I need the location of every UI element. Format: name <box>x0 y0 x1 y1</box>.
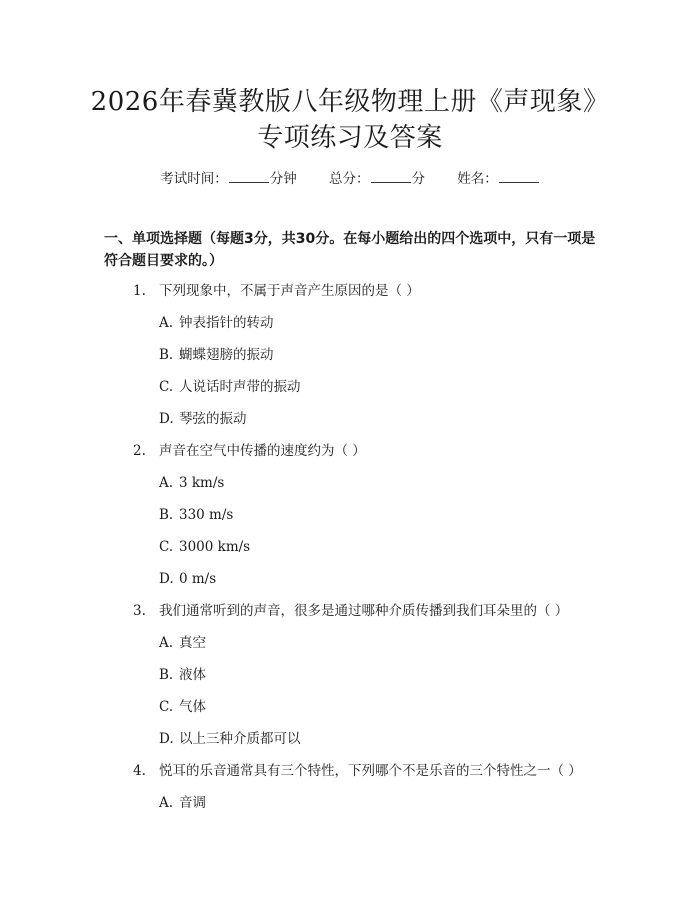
option-text: 人说话时声带的振动 <box>179 379 301 395</box>
exam-time-field <box>160 168 297 189</box>
question-2-option-a <box>159 473 224 493</box>
option-text: 气体 <box>179 699 206 715</box>
option-letter: B. <box>159 507 174 523</box>
option-letter: A. <box>159 795 174 811</box>
question-number: 2. <box>133 443 146 459</box>
document-title-line2: 专项练习及答案 <box>257 123 443 153</box>
exam-time-blank <box>229 168 269 183</box>
document-title-line1: 2026年春冀教版八年级物理上册《声现象》 <box>90 87 610 117</box>
question-1-option-b <box>159 345 274 365</box>
option-letter: B. <box>159 347 174 363</box>
total-score-field <box>329 168 425 189</box>
option-text: 以上三种介质都可以 <box>179 731 301 747</box>
option-text: 蝴蝶翅膀的振动 <box>179 347 274 363</box>
question-4-option-a <box>159 793 206 813</box>
question-2 <box>133 441 366 461</box>
question-stem: 下列现象中，不属于声音产生原因的是（ ） <box>159 283 420 299</box>
option-text: 真空 <box>179 635 206 651</box>
option-letter: A. <box>159 475 174 491</box>
option-letter: C. <box>159 699 174 715</box>
section-heading: 一、单项选择题（每题3分，共30分。在每小题给出的四个选项中，只有一项是符合题目要求的。） <box>104 231 596 269</box>
option-letter: D. <box>159 411 174 427</box>
option-text: 330 m/s <box>179 507 234 523</box>
option-letter: D. <box>159 731 174 747</box>
question-stem: 声音在空气中传播的速度约为（ ） <box>159 443 366 459</box>
question-stem: 悦耳的乐音通常具有三个特性，下列哪个不是乐音的三个特性之一（ ） <box>159 763 582 779</box>
question-3-option-d <box>159 729 301 749</box>
option-text: 琴弦的振动 <box>179 411 247 427</box>
exam-info-line <box>0 168 700 189</box>
option-text: 钟表指针的转动 <box>179 315 274 331</box>
question-3-option-a <box>159 633 206 653</box>
option-letter: A. <box>159 315 174 331</box>
total-score-blank <box>371 168 411 183</box>
question-1 <box>133 281 420 301</box>
question-2-option-c <box>159 537 250 557</box>
question-number: 4. <box>133 763 146 779</box>
option-letter: C. <box>159 539 174 555</box>
question-number: 1. <box>133 283 146 299</box>
question-2-option-d <box>159 569 216 589</box>
option-text: 液体 <box>179 667 206 683</box>
option-letter: A. <box>159 635 174 651</box>
student-name-field <box>457 168 540 189</box>
question-stem: 我们通常听到的声音，很多是通过哪种介质传播到我们耳朵里的（ ） <box>159 603 569 619</box>
option-letter: B. <box>159 667 174 683</box>
student-name-blank <box>499 168 539 183</box>
option-text: 3000 km/s <box>179 539 251 555</box>
exam-time-unit: 分钟 <box>269 171 297 187</box>
question-2-option-b <box>159 505 233 525</box>
student-name-label: 姓名： <box>457 171 498 187</box>
question-3 <box>133 601 568 621</box>
question-3-option-c <box>159 697 206 717</box>
question-number: 3. <box>133 603 146 619</box>
exam-time-label: 考试时间： <box>160 171 228 187</box>
total-score-label: 总分： <box>329 171 370 187</box>
question-4 <box>133 761 582 781</box>
option-text: 音调 <box>179 795 206 811</box>
total-score-unit: 分 <box>411 171 425 187</box>
option-text: 3 km/s <box>179 475 225 491</box>
question-3-option-b <box>159 665 206 685</box>
option-letter: D. <box>159 571 174 587</box>
question-1-option-d <box>159 409 247 429</box>
option-letter: C. <box>159 379 174 395</box>
option-text: 0 m/s <box>179 571 217 587</box>
question-1-option-c <box>159 377 301 397</box>
question-1-option-a <box>159 313 274 333</box>
